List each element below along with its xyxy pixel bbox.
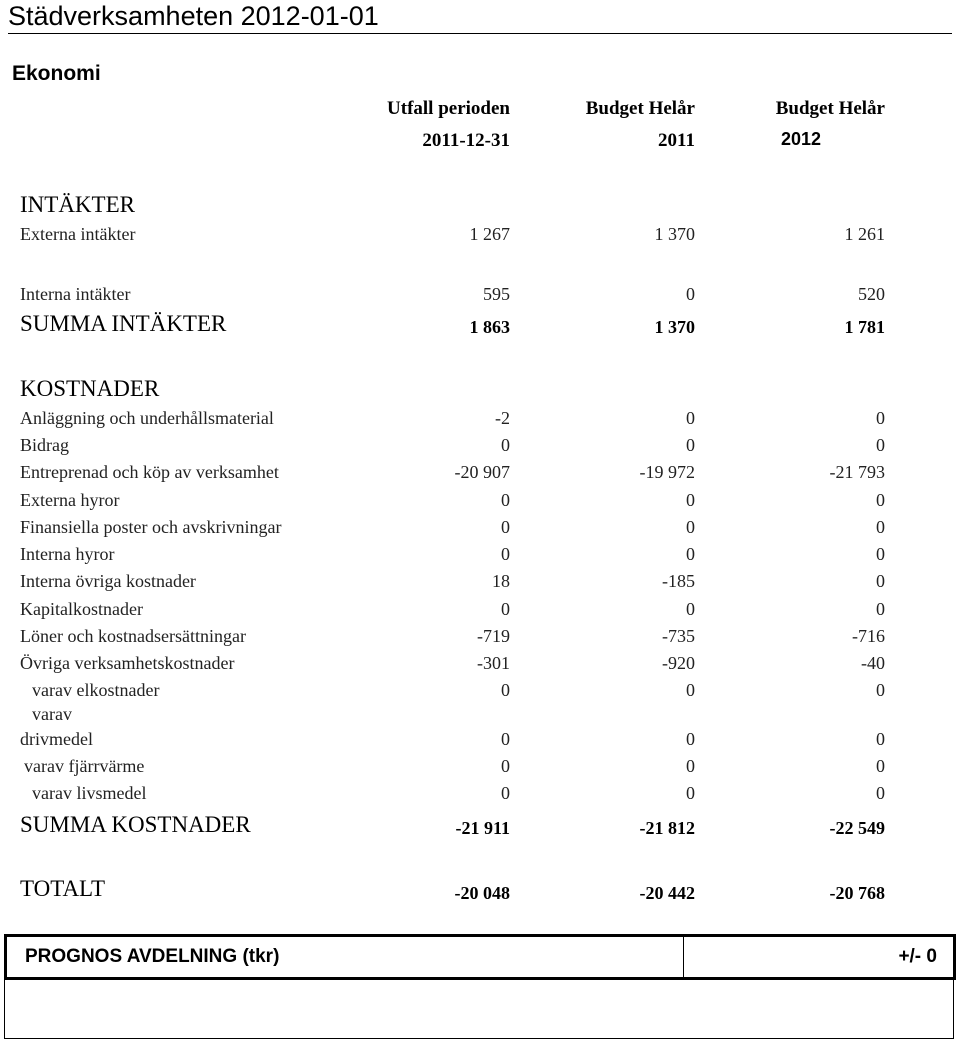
cell-budget-2011: 1 370 — [654, 224, 695, 244]
row-label: Finansiella poster och avskrivningar — [20, 517, 282, 537]
title-divider — [8, 33, 952, 34]
cell-budget-2012: 0 — [876, 729, 885, 749]
row-label: Löner och kostnadsersättningar — [20, 626, 246, 646]
cell-budget-2012: 1 781 — [844, 317, 885, 337]
cell-utfall: 0 — [501, 517, 510, 537]
cell-budget-2011: 0 — [686, 284, 695, 304]
cell-budget-2012: -40 — [861, 653, 885, 673]
cell-budget-2012: 0 — [876, 435, 885, 455]
table-row — [0, 571, 960, 597]
table-row-summa-intakter — [0, 311, 960, 337]
prognos-value: +/- 0 — [898, 946, 937, 967]
cell-budget-2011: -920 — [662, 653, 695, 673]
cell-budget-2012: -22 549 — [829, 818, 885, 838]
cell-budget-2012: 0 — [876, 517, 885, 537]
row-label: Övriga verksamhetskostnader — [20, 653, 235, 673]
table-row — [0, 490, 960, 516]
cell-utfall: 0 — [501, 783, 510, 803]
cell-utfall: 1 267 — [469, 224, 510, 244]
page-title: Städverksamheten 2012-01-01 — [8, 1, 379, 31]
row-label: Anläggning och underhållsmaterial — [20, 408, 274, 428]
cell-budget-2012: 0 — [876, 490, 885, 510]
cell-budget-2011: -735 — [662, 626, 695, 646]
row-label: SUMMA INTÄKTER — [20, 311, 227, 336]
row-label: Interna övriga kostnader — [20, 571, 196, 591]
row-label: KOSTNADER — [20, 376, 160, 401]
cell-utfall: 0 — [501, 544, 510, 564]
table-row — [0, 544, 960, 570]
cell-utfall: 18 — [492, 571, 510, 591]
row-label: Kapitalkostnader — [20, 599, 143, 619]
row-label: varav fjärrvärme — [24, 756, 145, 776]
table-row — [0, 462, 960, 488]
cell-budget-2012: 0 — [876, 571, 885, 591]
table-row — [0, 224, 960, 250]
table-row — [0, 756, 960, 782]
column-header-budget-2012-year: 2012 — [780, 129, 821, 149]
cell-utfall: 1 863 — [469, 317, 510, 337]
cell-budget-2012: 1 261 — [844, 224, 885, 244]
cell-budget-2012: 0 — [876, 783, 885, 803]
row-label: Externa intäkter — [20, 224, 136, 244]
prognos-box — [4, 934, 956, 980]
row-label: varav livsmedel — [32, 783, 147, 803]
column-header-utfall: Utfall perioden — [387, 98, 510, 119]
table-row — [0, 435, 960, 461]
column-header-budget-2011: Budget Helår — [585, 98, 695, 119]
column-header-budget-2012: Budget Helår — [775, 98, 885, 119]
cell-budget-2011: 0 — [686, 544, 695, 564]
section-title: Ekonomi — [12, 62, 101, 85]
cell-utfall: 0 — [501, 599, 510, 619]
row-label: Externa hyror — [20, 490, 120, 510]
cell-budget-2011: 0 — [686, 490, 695, 510]
cell-budget-2011: 1 370 — [654, 317, 695, 337]
cell-utfall: 595 — [483, 284, 510, 304]
cell-budget-2012: 0 — [876, 680, 885, 700]
table-row-totalt — [0, 876, 960, 902]
cell-budget-2011: -20 442 — [639, 883, 695, 903]
cell-utfall: -21 911 — [455, 818, 510, 838]
table-row-intakter-heading — [0, 192, 960, 218]
cell-budget-2011: -19 972 — [639, 462, 695, 482]
row-label: Interna intäkter — [20, 284, 131, 304]
cell-budget-2012: -21 793 — [829, 462, 885, 482]
table-row — [0, 408, 960, 434]
table-row — [0, 783, 960, 809]
cell-budget-2011: -21 812 — [639, 818, 695, 838]
row-label: Entreprenad och köp av verksamhet — [20, 462, 279, 482]
cell-budget-2012: 0 — [876, 599, 885, 619]
cell-utfall: 0 — [501, 680, 510, 700]
cell-budget-2012: 0 — [876, 408, 885, 428]
cell-budget-2012: -716 — [852, 626, 885, 646]
row-label: Interna hyror — [20, 544, 115, 564]
cell-budget-2011: 0 — [686, 756, 695, 776]
table-row — [0, 704, 960, 730]
table-row — [0, 680, 960, 706]
column-header-budget-2011-year: 2011 — [658, 130, 695, 151]
cell-budget-2011: 0 — [686, 408, 695, 428]
row-label: varav — [32, 704, 72, 724]
prognos-divider — [683, 937, 684, 977]
cell-utfall: -301 — [477, 653, 510, 673]
table-row — [0, 284, 960, 310]
cell-budget-2011: 0 — [686, 783, 695, 803]
row-label: TOTALT — [20, 876, 106, 901]
cell-budget-2011: -185 — [662, 571, 695, 591]
cell-budget-2012: 0 — [876, 544, 885, 564]
cell-utfall: -719 — [477, 626, 510, 646]
row-label: SUMMA KOSTNADER — [20, 812, 251, 837]
cell-utfall: 0 — [501, 729, 510, 749]
table-row — [0, 599, 960, 625]
cell-budget-2012: 520 — [858, 284, 885, 304]
cell-utfall: -20 907 — [454, 462, 510, 482]
cell-utfall: 0 — [501, 756, 510, 776]
table-row — [0, 729, 960, 755]
table-row — [0, 653, 960, 679]
table-row — [0, 517, 960, 543]
cell-budget-2011: 0 — [686, 517, 695, 537]
cell-budget-2012: 0 — [876, 756, 885, 776]
cell-budget-2011: 0 — [686, 680, 695, 700]
cell-utfall: -20 048 — [454, 883, 510, 903]
cell-utfall: -2 — [495, 408, 510, 428]
cell-budget-2011: 0 — [686, 599, 695, 619]
row-label: drivmedel — [20, 729, 93, 749]
cell-utfall: 0 — [501, 435, 510, 455]
cell-budget-2011: 0 — [686, 435, 695, 455]
column-header-utfall-date: 2011-12-31 — [422, 130, 510, 151]
table-row-kostnader-heading — [0, 376, 960, 402]
cell-budget-2012: -20 768 — [829, 883, 885, 903]
prognos-label: PROGNOS AVDELNING (tkr) — [25, 946, 280, 967]
table-row-summa-kostnader — [0, 812, 960, 838]
row-label: INTÄKTER — [20, 192, 135, 217]
row-label: varav elkostnader — [32, 680, 160, 700]
row-label: Bidrag — [20, 435, 69, 455]
prognos-comment-area — [4, 977, 954, 1039]
cell-budget-2011: 0 — [686, 729, 695, 749]
cell-utfall: 0 — [501, 490, 510, 510]
table-row — [0, 626, 960, 652]
